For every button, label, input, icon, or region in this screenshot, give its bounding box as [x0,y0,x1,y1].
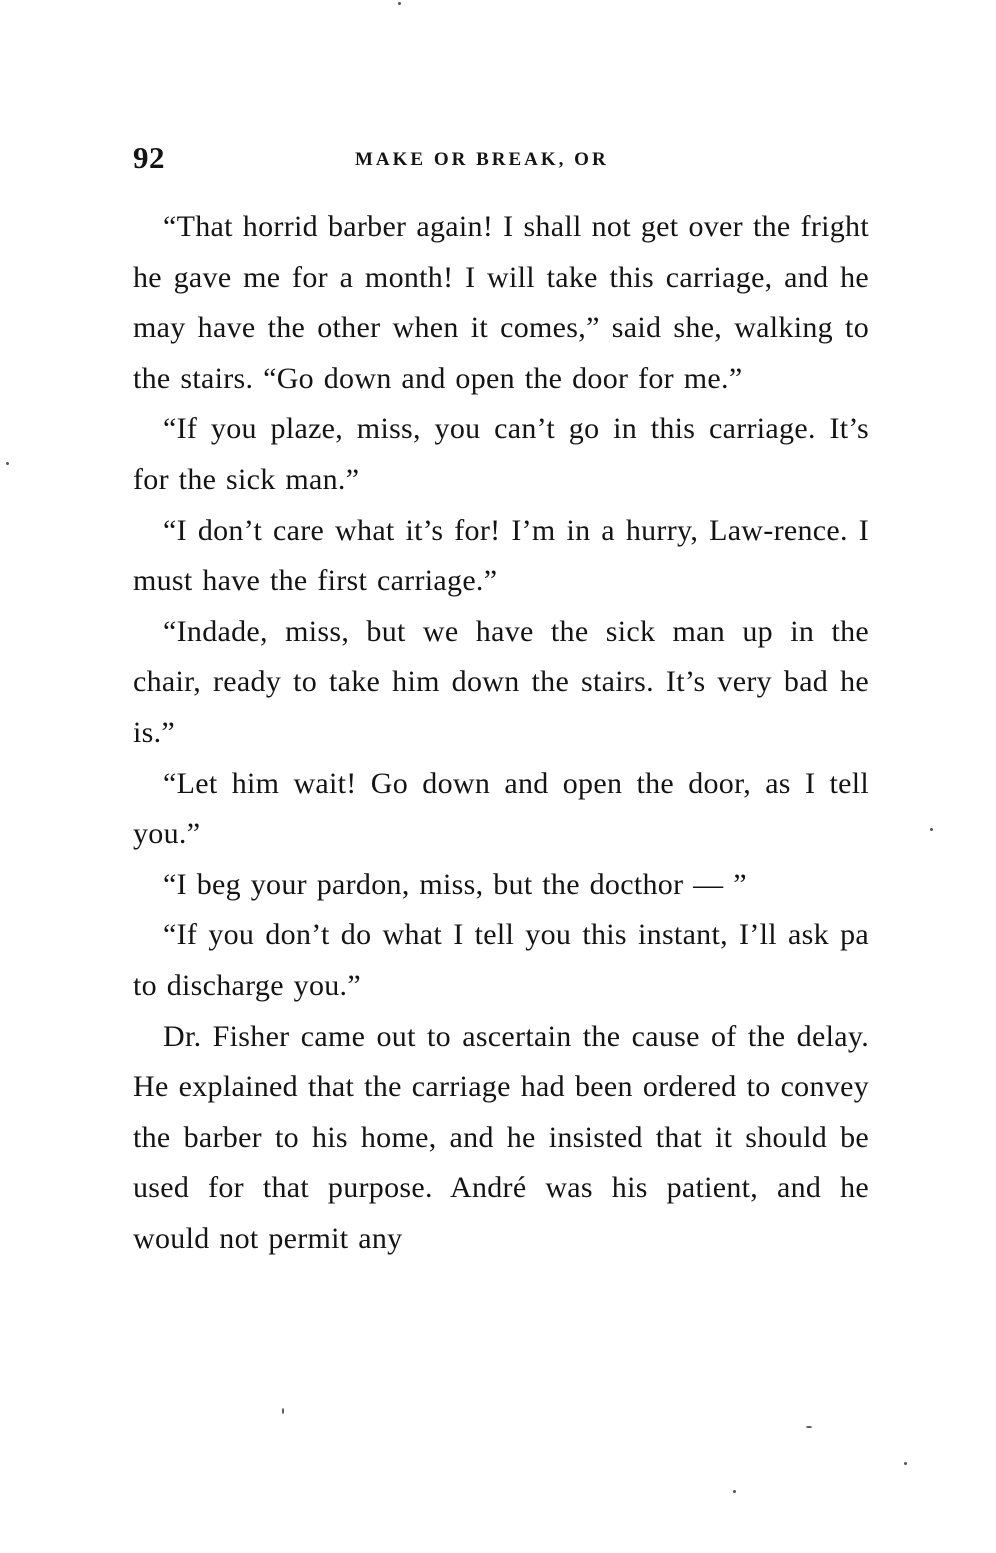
scan-speck [282,1408,284,1414]
paragraph: “I don’t care what it’s for! I’m in a hurry, Law-rence. I must have the first carriage.” [133,513,869,598]
paragraph: Dr. Fisher came out to ascertain the cause of the delay. He explained that the carriage had been ordered to convey the barber to his home, and he insisted that it should be used for that purpose. André was his patient, and he would not permit any [133,1019,869,1255]
scan-speck [6,462,9,465]
scan-speck [806,1426,812,1428]
paragraph: “I beg your pardon, miss, but the docthor — ” [163,867,747,901]
paragraph: “That horrid barber again! I shall not get over the fright he gave me for a month! I will take this carriage, and he may have the other when it comes,” said she, walking to the stairs. “Go down and open the door for me.” [133,210,869,395]
paragraph: “If you don’t do what I tell you this instant, I’ll ask pa to discharge you.” [133,918,869,1002]
paragraph: “If you plaze, miss, you can’t go in this carriage. It’s for the sick man.” [133,412,869,496]
scan-speck [904,1462,907,1465]
page-number: 92 [133,140,165,175]
running-head: MAKE OR BREAK, OR [355,149,609,170]
page-header [133,140,871,180]
scan-speck [930,828,933,831]
paragraph: “Indade, miss, but we have the sick man up in the chair, ready to take him down the stairs. It’s very bad he is.” [133,614,869,749]
scan-speck [733,1490,736,1493]
scan-speck [398,2,401,5]
paragraph: “Let him wait! Go down and open the door, as I tell you.” [133,766,869,851]
body-text [133,202,869,1264]
